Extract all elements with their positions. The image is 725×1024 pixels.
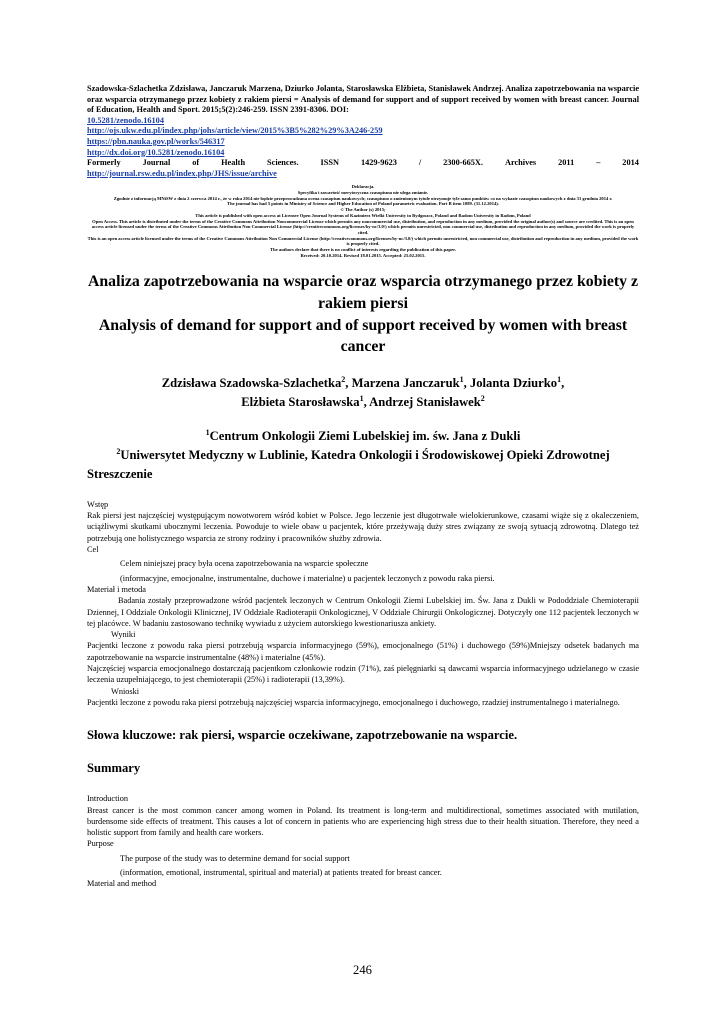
formerly-word: Journal [142,158,171,168]
formerly-word: 1429-9623 [360,158,397,168]
affiliation-marker: 2 [341,374,346,384]
citation-block [87,84,639,179]
cel-paragraph: (informacyjne, emocjonalne, instrumentalne, duchowe i materialne) u pacjentek leczonych z powodu raka piersi. [120,573,495,583]
wnioski-paragraph: Pacjentki leczone z powodu raka piersi potrzebują najczęściej wsparcia informacyjnego, emocjonalnego i duchowego, rzadziej instrumentalnego i materialnego. [87,697,620,707]
formerly-word: 2011 [558,158,575,168]
formerly-word: Sciences. [267,158,299,168]
declaration-line: This is an open access article licensed under the terms of the Creative Commons Attribution Non Commercial License (http://creativecommons.org/licenses/by-nc/3.0/) which permits unrestricted, non commercial use, distribution and reproduction in any medium, provided the work is properly cited. [87,235,639,247]
section-label: Cel [87,545,99,555]
purpose-paragraph: The purpose of the study was to determine demand for social support [120,853,350,863]
formerly-line [87,158,639,169]
introduction-paragraph: Breast cancer is the most common cancer among women in Poland. Its treatment is long-term and multidirectional, sometimes associated with mutilation, burdensome side effects of treatment. This causes a lot of concern in patients who are experiencing high stress due to their health situation. Therefore, they need a holistic support from family and health care workers. [87,805,639,838]
section-label: Material and method [87,879,157,889]
declaration-line: This article is published with open access at Licensee Open Journal Systems of Kazimierz Wielki University in Bydgoszcz, Poland and Radom University in Radom, Poland [195,212,531,218]
streszczenie-heading: Streszczenie [87,466,153,481]
formerly-word: Formerly [87,158,121,168]
title-polish: Analiza zapotrzebowania na wsparcie oraz wsparcia otrzymanego przez kobiety z rakiem piersi [87,273,639,313]
formerly-word: – [596,158,601,168]
affiliation-marker: 1 [205,427,210,437]
affiliation-marker: 1 [359,394,364,404]
declaration-block [87,184,639,258]
archive-link[interactable]: http://journal.rsw.edu.pl/index.php/JHS/issue/archive [87,168,277,178]
title-english: Analysis of demand for support and of support received by women with breast cancer [98,316,628,356]
declaration-line: Zgodnie z informacją MNiSW z dnia 2 czerwca 2014 r., że w roku 2014 nie będzie przeprowadzana ocena czasopism naukowych; czasopismo o zmienionym tytule otrzymuje tyle samo punktów co na wykazie czasopism naukowych z dnia 31 grudnia 2014 r. [113,195,613,201]
affiliation-marker: 1 [459,374,464,384]
formerly-word: Archives [504,158,537,168]
formerly-word: 2300-665X. [443,158,483,168]
declaration-line: Open Access. This article is distributed under the terms of the Creative Commons Attribution Noncommercial License which permits any noncommercial use, distribution, and reproduction in any medium, provided the original author(s) and source are credited. This is an open access article licensed under the terms of the Creative Commons Attribution Non Commercial License (http://creativecommons.org/licenses/by-nc/3.0/) which permits unrestricted, non commercial use, distribution and reproduction in any medium, provided the work is properly cited. [91,218,635,235]
page-number: 246 [353,963,372,977]
citation-text: Szadowska-Szlachetka Zdzisława, Janczaruk Marzena, Dziurko Jolanta, Starosławska Elżbieta, Stanisławek Andrzej. Analiza zapotrzebowania na wsparcie oraz wsparcia otrzymanego przez kobiety z rakiem piersi = Analysis of demand for support and of support received by women with breast cancer. Journal of Education, Health and Sport. 2015;5(2):246-259. ISSN 2391-8306. DOI: [87,84,639,115]
wyniki-paragraph: Najczęściej wsparcia emocjonalnego dostarczają pacjentkom członkowie rodzin (71%), zaś pielęgniarki są dawcami wsparcia informacyjnego udzielanego w czasie leczenia uzupełniającego, to jest chemioterapii (25%) i radioterapii (13,39%). [87,664,639,685]
declaration-line: Deklaracja. [351,184,375,190]
affiliation-marker: 2 [480,394,485,404]
keywords: Słowa kluczowe: rak piersi, wsparcie oczekiwane, zapotrzebowanie na wsparcie. [87,728,518,743]
affiliations [87,427,639,466]
ojs-link[interactable]: http://ojs.ukw.edu.pl/index.php/johs/article/view/2015%3B5%282%29%3A246-259 [87,126,383,136]
author-name: Zdzisława Szadowska-Szlachetka [161,375,342,390]
formerly-word: Health [221,158,246,168]
affiliation-1: Centrum Onkologii Ziemi Lubelskiej im. św. Jana z Dukli [209,428,521,443]
purpose-paragraph: (information, emotional, instrumental, spiritual and material) at patients treated for breast cancer. [120,867,442,877]
formerly-word: / [418,158,422,168]
abstract-english [87,793,639,889]
formerly-word: of [192,158,200,168]
pbn-link[interactable]: https://pbn.nauka.gov.pl/works/546317 [87,136,225,146]
wstep-paragraph: Rak piersi jest najczęściej występującym nowotworem wśród kobiet w Polsce. Jego leczenie jest długotrwałe wielokierunkowe, czasami wiąże się z okaleczeniem, uciążliwymi skutkami ubocznymi leczenia. Powoduje to wiele obaw u pacjentek, które przeżywają duży stres związany ze swoją sytuacją zdrowotną. Dlatego też potrzebują one holistycznego wsparcia ze strony rodziny i pracowników służby zdrowia. [87,511,639,543]
author-name: , Marzena Janczaruk [345,375,460,390]
section-label: Introduction [87,794,129,804]
formerly-word: 2014 [622,158,639,168]
wyniki-paragraph: Pacjentki leczone z powodu raka piersi potrzebują wsparcia informacyjnego (59%), emocjonalnego (51%) i duchowego (59%)Mniejszy odsetek badanych ma zapotrzebowanie na wsparcie instrumentalne (48%) i materialne (45%). [87,641,639,662]
section-label: Wstęp [87,499,109,509]
author-name: Elżbieta Starosławska [241,395,360,410]
page-content [87,84,639,890]
separator: , [561,375,565,390]
declaration-line: Specyfika i zawartość merytoryczna czasopisma nie ulega zmianie. [297,190,429,196]
metoda-paragraph: Badania zostały przeprowadzone wśród pacjentek leczonych w Centrum Onkologii Ziemi Lubelskiej im. Św. Jana z Dukli w Pododdziale Chemioterapii Dziennej, I Oddziale Onkologii Klinicznej, IV Oddziale Radioterapii Onkologicznej, V Oddziale Chirurgii Onkologicznej. Dotyczyły one 112 pacjentek leczonych w tej placówce. W badaniu zastosowano technikę wywiadu z użyciem autorskiego kwestionariusza ankiety. [87,596,639,628]
affiliation-marker: 2 [116,447,121,457]
declaration-line: The journal has had 5 points in Ministry of Science and Higher Education of Poland parametric evaluation. Part B item 1089. (31.12.2014). [227,201,499,207]
declaration-line: The authors declare that there is no conflict of interests regarding the publication of this paper. [270,247,456,253]
section-label: Wyniki [111,630,136,640]
author-list [87,374,639,413]
declaration-line: Received: 20.10.2014. Revised 18.01.2015. Accepted: 25.02.2015. [300,252,426,258]
formerly-word: ISSN [320,158,339,168]
dx-doi-link[interactable]: http://dx.doi.org/10.5281/zenodo.16104 [87,147,225,157]
author-name: , Andrzej Stanisławek [363,395,481,410]
doi-link[interactable]: 10.5281/zenodo.16104 [87,115,164,125]
section-label: Wnioski [111,686,140,696]
section-label: Materiał i metoda [87,584,146,594]
author-name: , Jolanta Dziurko [463,375,558,390]
declaration-line: © The Author (s) 2015; [340,207,386,213]
section-label: Purpose [87,839,114,849]
affiliation-marker: 1 [557,374,562,384]
summary-heading: Summary [87,761,141,776]
affiliation-2: Uniwersytet Medyczny w Lublinie, Katedra Onkologii i Środowiskowej Opieki Zdrowotnej [120,448,610,463]
article-title [87,271,639,357]
abstract-polish [87,499,639,708]
cel-paragraph: Celem niniejszej pracy była ocena zapotrzebowania na wsparcie społeczne [120,559,369,569]
